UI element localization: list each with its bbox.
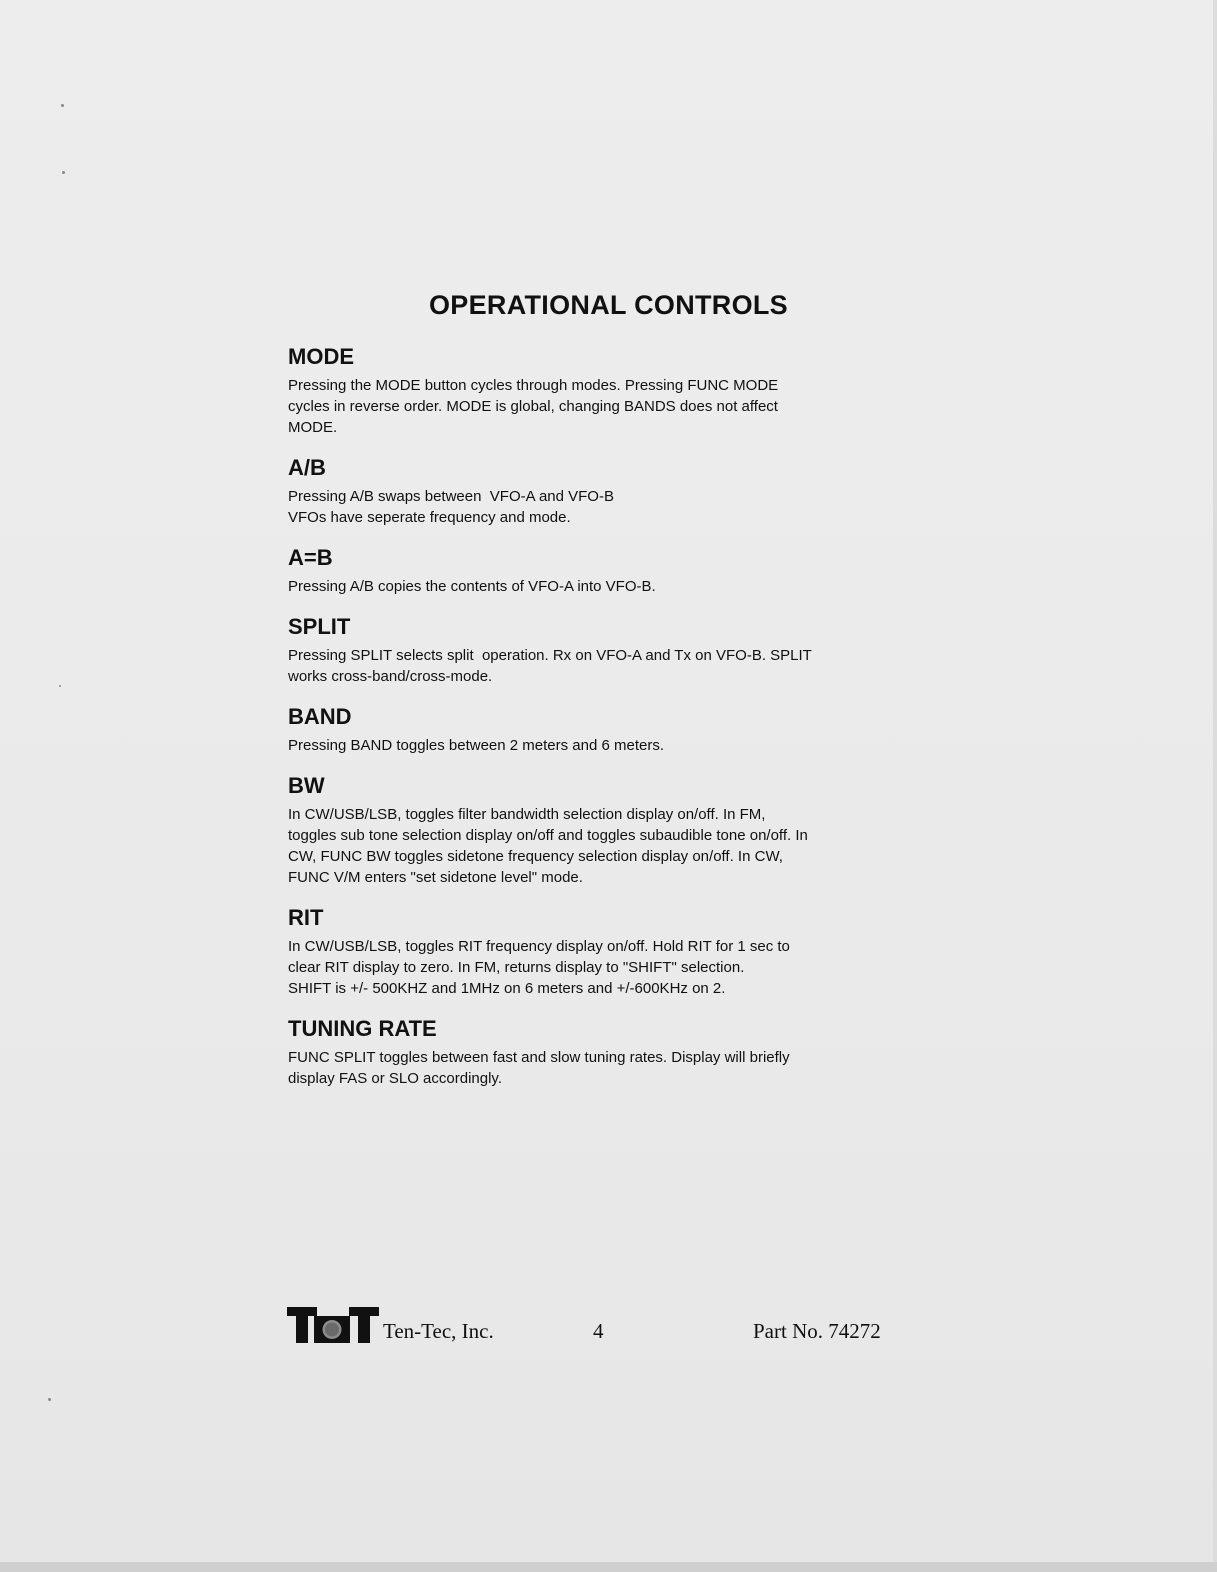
section-heading: A/B <box>288 455 326 480</box>
section-body-line: In CW/USB/LSB, toggles RIT frequency display on/off. Hold RIT for 1 sec to <box>288 938 790 955</box>
control-section <box>288 545 928 597</box>
scan-speck <box>61 104 64 107</box>
section-body-line: cycles in reverse order. MODE is global, changing BANDS does not affect <box>288 398 778 415</box>
controls-list <box>288 344 928 1106</box>
section-heading: MODE <box>288 344 354 369</box>
section-heading: A=B <box>288 545 333 570</box>
page-footer <box>287 1305 927 1345</box>
ten-tec-logo-icon <box>287 1307 379 1343</box>
section-body-line: display FAS or SLO accordingly. <box>288 1070 502 1087</box>
section-body-line: toggles sub tone selection display on/off and toggles subaudible tone on/off. In <box>288 827 808 844</box>
section-body-line: Pressing A/B copies the contents of VFO-A into VFO-B. <box>288 578 656 595</box>
section-body-line: clear RIT display to zero. In FM, returns display to "SHIFT" selection. <box>288 959 745 976</box>
page-title: OPERATIONAL CONTROLS <box>428 290 788 320</box>
control-section <box>288 905 928 999</box>
section-body-line: FUNC V/M enters "set sidetone level" mode. <box>288 869 583 886</box>
control-section <box>288 1016 928 1089</box>
footer-company: Ten-Tec, Inc. <box>383 1319 494 1343</box>
page-edge-bottom <box>0 1562 1217 1572</box>
control-section <box>288 614 928 687</box>
section-heading: SPLIT <box>288 614 351 639</box>
section-body-line: CW, FUNC BW toggles sidetone frequency selection display on/off. In CW, <box>288 848 783 865</box>
section-body-line: Pressing A/B swaps between VFO-A and VFO-B <box>288 488 614 505</box>
section-body-line: VFOs have seperate frequency and mode. <box>288 509 571 526</box>
section-body-line: Pressing BAND toggles between 2 meters and 6 meters. <box>288 737 665 754</box>
control-section <box>288 344 928 438</box>
part-number: Part No. 74272 <box>753 1319 881 1343</box>
scan-speck <box>59 685 61 687</box>
section-body-line: SHIFT is +/- 500KHZ and 1MHz on 6 meters and +/-600KHz on 2. <box>288 980 726 997</box>
section-heading: BAND <box>288 704 352 729</box>
section-body-line: Pressing the MODE button cycles through modes. Pressing FUNC MODE <box>288 377 779 394</box>
section-body-line: MODE. <box>288 419 338 436</box>
control-section <box>288 455 928 528</box>
scan-speck <box>48 1398 51 1401</box>
section-body-line: FUNC SPLIT toggles between fast and slow tuning rates. Display will briefly <box>288 1049 790 1066</box>
page-number: 4 <box>593 1319 604 1343</box>
control-section <box>288 704 928 756</box>
page-edge-right <box>1213 0 1217 1572</box>
section-body-line: Pressing SPLIT selects split operation. Rx on VFO-A and Tx on VFO-B. SPLIT <box>288 647 812 664</box>
control-section <box>288 773 928 888</box>
section-heading: BW <box>288 773 325 798</box>
section-heading: TUNING RATE <box>288 1016 437 1041</box>
section-body-line: works cross-band/cross-mode. <box>288 668 493 685</box>
scan-speck <box>62 171 65 174</box>
section-heading: RIT <box>288 905 324 930</box>
section-body-line: In CW/USB/LSB, toggles filter bandwidth selection display on/off. In FM, <box>288 806 766 823</box>
